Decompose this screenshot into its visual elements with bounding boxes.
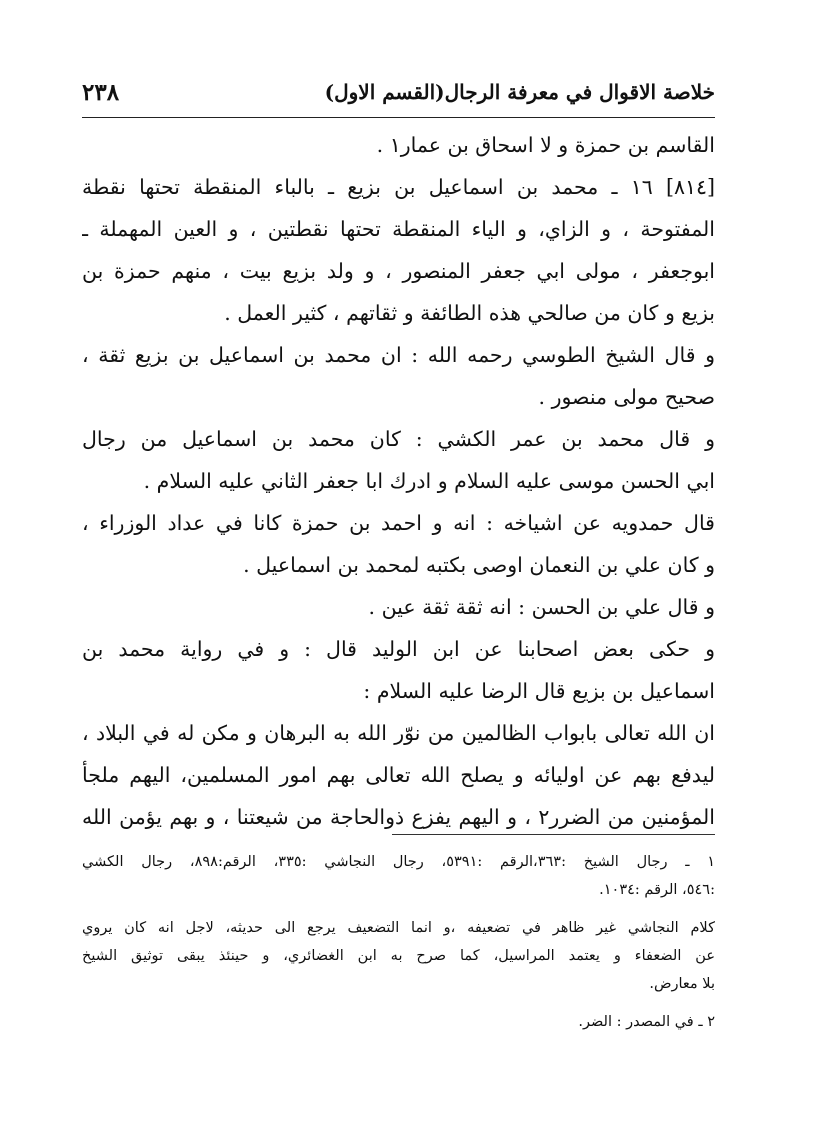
footnote-line: :٥٤٦، الرقم :١٠٣٤. <box>599 882 715 898</box>
header-rule <box>82 117 715 118</box>
body-line: و كان علي بن النعمان اوصى بكتبه لمحمد بن اسماعيل . <box>243 553 715 577</box>
footnote-line: ٢ ـ في المصدر : الضر. <box>578 1014 715 1030</box>
footnote-line: بلا معارض. <box>649 976 715 992</box>
body-line: بزيع و كان من صالحي هذه الطائفة و ثقاتهم ، كثير العمل . <box>224 301 715 325</box>
body-line: ليدفع بهم عن اوليائه و يصلح الله تعالى بهم امور المسلمين، اليهم ملجأ <box>82 763 715 787</box>
body-line: ان الله تعالى بابواب الظالمين من نوّر الله به البرهان و مكن له في البلاد ، <box>82 721 715 745</box>
body-line: و حكى بعض اصحابنا عن ابن الوليد قال : و في رواية محمد بن <box>82 637 715 661</box>
footnote-gap <box>82 904 715 914</box>
body-text <box>82 124 715 838</box>
footnote-line: عن الضعفاء و يعتمد المراسيل، كما صرح به ابن الغضائري، و حينئذ يبقى توثيق الشيخ <box>82 948 715 964</box>
body-line: و قال الشيخ الطوسي رحمه الله : ان محمد بن اسماعيل بن بزيع ثقة ، <box>82 343 715 367</box>
footnote-line: كلام النجاشي غير ظاهر في تضعيفه ،و انما التضعيف يرجع الى حديثه، لاجل انه كان يروي <box>82 920 715 936</box>
body-line: صحيح مولى منصور . <box>538 385 715 409</box>
body-line: المؤمنين من الضرر٢ ، و اليهم يفزع ذوالحاجة من شيعتنا ، و بهم يؤمن الله <box>82 805 715 829</box>
body-line: قال حمدويه عن اشياخه : انه و احمد بن حمزة كانا في عداد الوزراء ، <box>82 511 715 535</box>
body-line: القاسم بن حمزة و لا اسحاق بن عمار١ . <box>376 133 715 157</box>
body-line: ابوجعفر ، مولى ابي جعفر المنصور ، و ولد بزيع بيت ، منهم حمزة بن <box>82 259 715 283</box>
running-title: خلاصة الاقوال في معرفة الرجال(القسم الاول) <box>324 80 715 104</box>
footnote-line: ١ ـ رجال الشيخ :٣٦٣،الرقم :٥٣٩١، رجال النجاشي :٣٣٥، الرقم:٨٩٨، رجال الكشي <box>82 854 715 870</box>
page-header <box>82 70 715 114</box>
footnote-rule <box>392 834 715 835</box>
footnotes <box>82 848 715 1036</box>
body-line: و قال علي بن الحسن : انه ثقة ثقة عين . <box>368 595 715 619</box>
body-line: اسماعيل بن بزيع قال الرضا عليه السلام : <box>363 679 715 703</box>
footnote-gap <box>82 998 715 1008</box>
body-line: و قال محمد بن عمر الكشي : كان محمد بن اسماعيل من رجال <box>82 427 715 451</box>
page-number: ٢٣٨ <box>82 78 120 106</box>
body-line: المفتوحة ، و الزاي، و الياء المنقطة تحتها نقطتين ، و العين المهملة ـ <box>82 217 715 241</box>
body-line: ابي الحسن موسى عليه السلام و ادرك ابا جعفر الثاني عليه السلام . <box>143 469 715 493</box>
body-line: [٨١٤] ١٦ ـ محمد بن اسماعيل بن بزيع ـ بالباء المنقطة تحتها نقطة <box>82 175 715 199</box>
